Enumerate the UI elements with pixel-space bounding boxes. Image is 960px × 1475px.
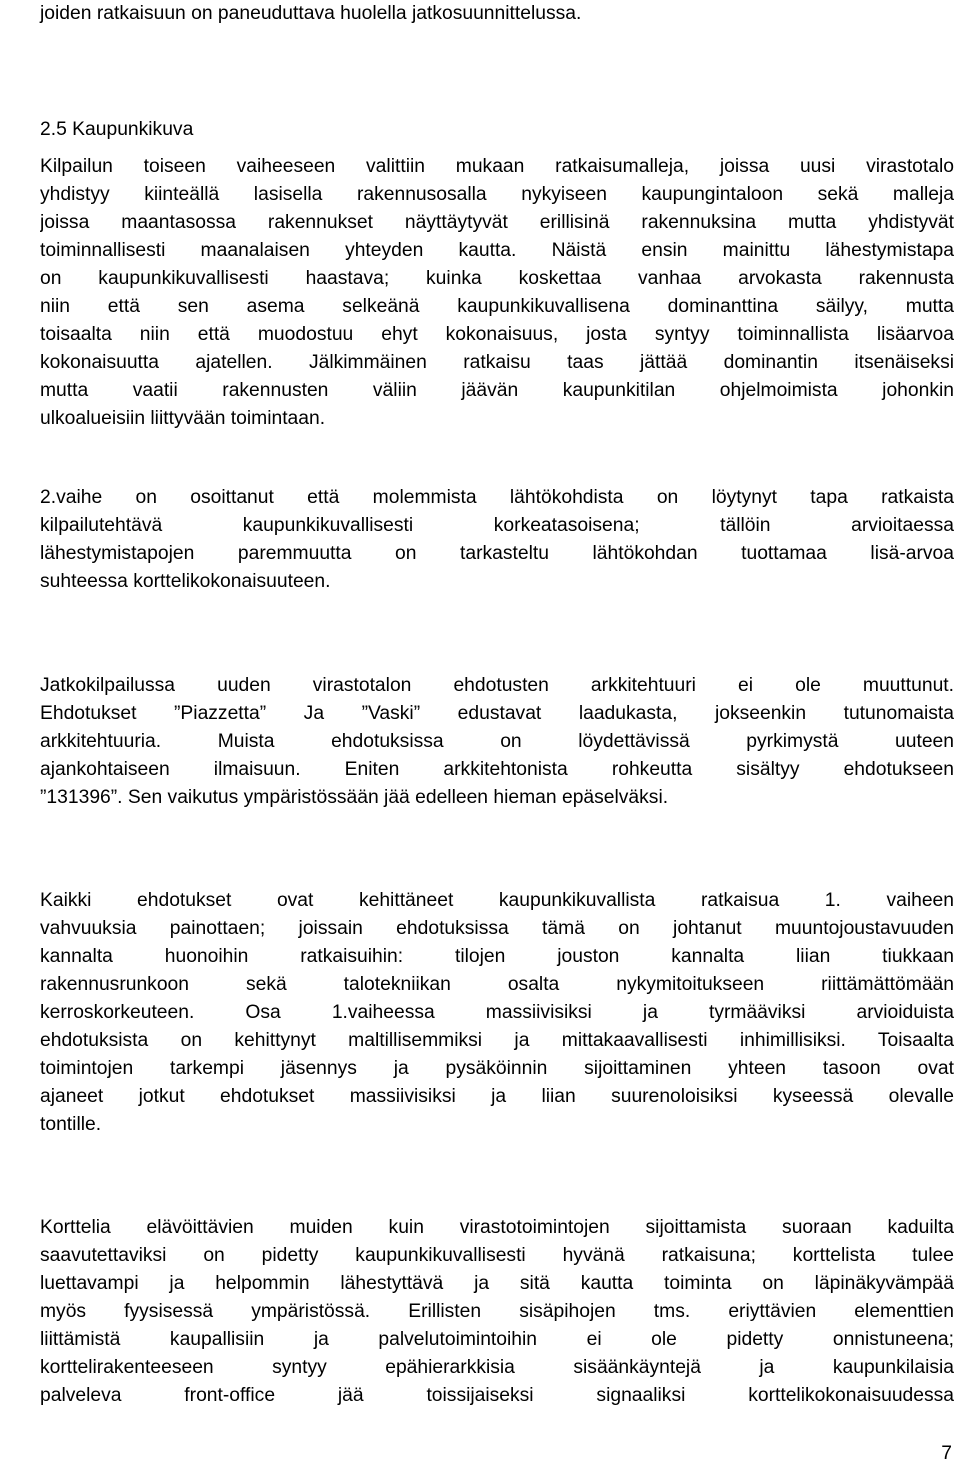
page-number: 7 <box>941 1443 952 1464</box>
paragraph-line: myös fyysisessä ympäristössä. Erillisten sisäpihojen tms. eriyttävien elementtien <box>40 1301 954 1322</box>
paragraph-line: ajankohtaiseen ilmaisuun. Eniten arkkitehtonista rohkeutta sisältyy ehdotukseen <box>40 759 954 780</box>
paragraph-line: Jatkokilpailussa uuden virastotalon ehdotusten arkkitehtuuri ei ole muuttunut. <box>40 675 954 696</box>
paragraph-line: ulkoalueisiin liittyvään toimintaan. <box>40 408 326 429</box>
paragraph-line: Ehdotukset ”Piazzetta” Ja ”Vaski” edustavat laadukasta, jokseenkin tutunomaista <box>40 703 954 724</box>
paragraph-line: suhteessa korttelikokonaisuuteen. <box>40 571 331 592</box>
paragraph-line: niin että sen asema selkeänä kaupunkikuvallisena dominanttina säilyy, mutta <box>40 296 954 317</box>
paragraph-line: yhdistyy kiinteällä lasisella rakennusosalla nykyiseen kaupungintaloon sekä malleja <box>40 184 954 205</box>
paragraph-line: korttelirakenteeseen syntyy epähierarkkisia sisäänkäyntejä ja kaupunkilaisia <box>40 1357 954 1378</box>
section-heading: 2.5 Kaupunkikuva <box>40 119 194 140</box>
paragraph-line: toiminnallisesti maanalaisen yhteyden kautta. Näistä ensin mainittu lähestymistapa <box>40 240 954 261</box>
paragraph-line: Kaikki ehdotukset ovat kehittäneet kaupunkikuvallista ratkaisua 1. vaiheen <box>40 890 954 911</box>
paragraph-line: arkkitehtuuria. Muista ehdotuksissa on löydettävissä pyrkimystä uuteen <box>40 731 954 752</box>
paragraph-line: liittämistä kaupallisiin ja palvelutoimintoihin ei ole pidetty onnistuneena; <box>40 1329 954 1350</box>
paragraph-line: luettavampi ja helpommin lähestyttävä ja sitä kautta toiminta on läpinäkyvämpää <box>40 1273 954 1294</box>
paragraph-line: kokonaisuutta ajatellen. Jälkimmäinen ratkaisu taas jättää dominantin itsenäiseksi <box>40 352 954 373</box>
paragraph-line: ehdotuksista on kehittynyt maltillisemmiksi ja mittakaavallisesti inhimillisiksi. Toisaalta <box>40 1030 954 1051</box>
paragraph-line: joissa maantasossa rakennukset näyttäytyvät erillisinä rakennuksina mutta yhdistyvät <box>40 212 954 233</box>
paragraph-line: vahvuuksia painottaen; joissain ehdotuksissa tämä on johtanut muuntojoustavuuden <box>40 918 954 939</box>
paragraph-line: mutta vaatii rakennusten väliin jäävän kaupunkitilan ohjelmoimista johonkin <box>40 380 954 401</box>
paragraph-line: saavutettaviksi on pidetty kaupunkikuvallisesti hyvänä ratkaisuna; korttelista tulee <box>40 1245 954 1266</box>
paragraph-line: palveleva front-office jää toissijaiseksi signaaliksi korttelikokonaisuudessa <box>40 1385 954 1406</box>
paragraph-line: 2.vaihe on osoittanut että molemmista lähtökohdista on löytynyt tapa ratkaista <box>40 487 954 508</box>
paragraph-line: kilpailutehtävä kaupunkikuvallisesti korkeatasoisena; tällöin arvioitaessa <box>40 515 954 536</box>
paragraph-line: lähestymistapojen paremmuutta on tarkasteltu lähtökohdan tuottamaa lisä-arvoa <box>40 543 954 564</box>
paragraph-line: Korttelia elävöittävien muiden kuin virastotoimintojen sijoittamista suoraan kaduilta <box>40 1217 954 1238</box>
paragraph-line: rakennusrunkoon sekä talotekniikan osalta nykymitoitukseen riittämättömään <box>40 974 954 995</box>
paragraph-line: toimintojen tarkempi jäsennys ja pysäköinnin sijoittaminen yhteen tasoon ovat <box>40 1058 954 1079</box>
paragraph-line: ”131396”. Sen vaikutus ympäristössään jää edelleen hieman epäselväksi. <box>40 787 669 808</box>
paragraph-line: toisaalta niin että muodostuu ehyt kokonaisuus, josta syntyy toiminnallista lisäarvoa <box>40 324 954 345</box>
paragraph-line: Kilpailun toiseen vaiheeseen valittiin mukaan ratkaisumalleja, joissa uusi virastotalo <box>40 156 954 177</box>
paragraph-line: on kaupunkikuvallisesti haastava; kuinka koskettaa vanhaa arvokasta rakennusta <box>40 268 954 289</box>
paragraph-line: tontille. <box>40 1114 102 1135</box>
paragraph-line: ajaneet jotkut ehdotukset massiivisiksi ja liian suurenoloisiksi kyseessä olevalle <box>40 1086 954 1107</box>
paragraph-line: kannalta huonoihin ratkaisuihin: tilojen jouston kannalta liian tiukkaan <box>40 946 954 967</box>
top-line: joiden ratkaisuun on paneuduttava huolella jatkosuunnittelussa. <box>40 3 582 24</box>
paragraph-line: kerroskorkeuteen. Osa 1.vaiheessa massiivisiksi ja tyrmääviksi arvioiduista <box>40 1002 954 1023</box>
